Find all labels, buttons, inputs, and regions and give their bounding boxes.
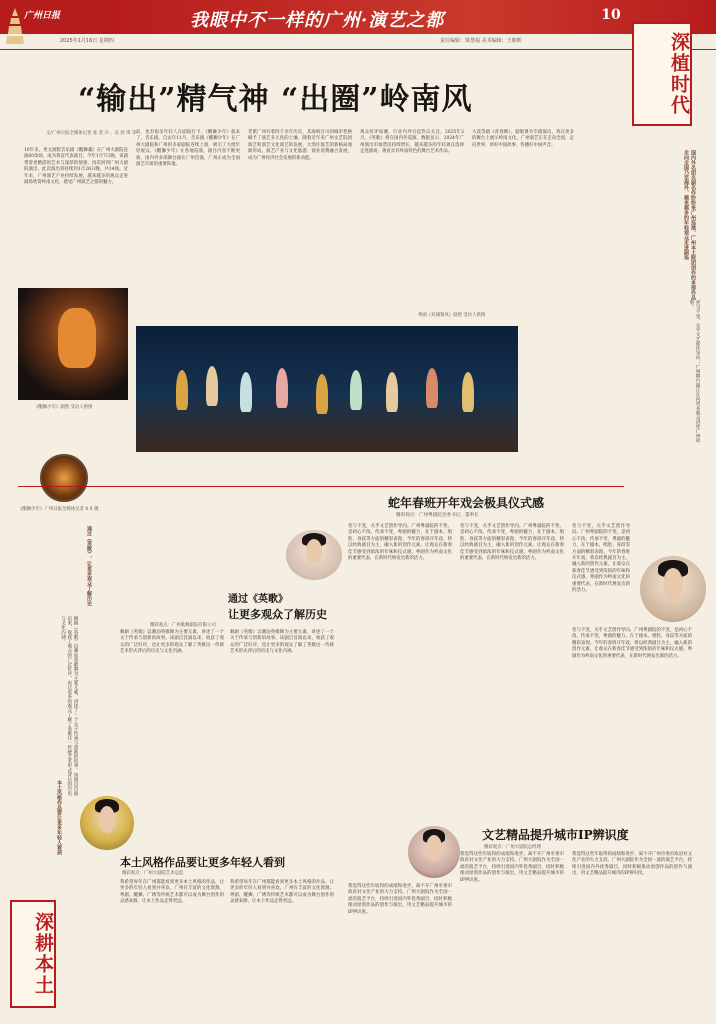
pull-quote-local: 本土风格作品要让更多年轻人看到 xyxy=(56,780,62,855)
lion-caption: 《醒狮少年》剧照 受访人供图 xyxy=(34,405,93,410)
ip-col-3: 我觉得这些年取得的成绩和进步，离不开广州市委市政府对文化产业的大力支持。广州大剧院作为全国一流的演艺平台，持续引进国内外优秀剧目，同时积极推动原创作品的创作与演出，用文艺精品提升城市的IP辨识度。 xyxy=(572,852,692,877)
column-title: 我眼中不一样的广州·演艺之都 xyxy=(190,10,445,31)
publication-date: 2025年1月16日 星期四 xyxy=(60,38,114,44)
lion-dance-photo xyxy=(18,288,128,400)
section-divider xyxy=(18,486,624,487)
snake-col-4: 变与不变，关乎文艺创作导向。广州粤剧院的不变，是初心不改、传承不变，粤剧的魅力，在于剧本、唱腔、身段等方面的精彩表现。今年的春班开年戏，将以经典剧目为主，融入新的创作元素，让观众在新春佳节感受到浓浓的年味和仪式感。粤剧作为岭南文化的重要代表，在新时代焕发出新的活力。 xyxy=(572,628,692,659)
pull-quote-side: 更与不变，关乎文艺创作导向；广州舞台剧正在向更多观众讲述广州故事。 xyxy=(688,300,700,443)
circle-caption: 《醒狮少年》广州日报全媒体记者 X X 摄 xyxy=(18,507,99,512)
yingge-col-2: 舞剧《英歌》以潮汕英歌舞为主要元素，讲述了一个关于传承与创新的故事。该剧自首演以来，收获了观众的广泛好评，也让更多的观众了解了英歌这一传统艺术形式背后的历史与文化内涵。 xyxy=(230,630,334,655)
portrait-art-director xyxy=(80,796,134,850)
local-section-title: 本土风格作品要让更多年轻人看到 xyxy=(120,856,285,869)
lead-col-4: 观众好评如潮，行业内外引起热议关注。2025年2月，《英歌》将在国内外巡演。数据显示，2024年广州演出市场票房持续增长，越来越多的年轻观众选择走进剧场，观看具有岭南特色的舞台艺术作品。 xyxy=(360,130,464,155)
snake-col-2: 变与不变，关乎文艺创作导向。广州粤剧院的不变，是初心不改、传承不变，粤剧的魅力，在于剧本、唱腔、身段等方面的精彩表现。今年的春班开年戏，将以经典剧目为主，融入新的创作元素，让观众在新春佳节感受到浓浓的年味和仪式感。粤剧作为岭南文化的重要代表，在新时代焕发出新的活力。 xyxy=(460,524,564,562)
ip-section-title: 文艺精品提升城市IP辨识度 xyxy=(482,828,629,842)
snake-section-byline: 精彩观点：广州粤剧院党委书记、董事长 xyxy=(396,513,479,518)
ip-byline: 精彩观点：广州大剧院总经理 xyxy=(484,845,542,850)
lead-col-1: 10年来，更文演版音乐剧《醒狮魂》在广州大剧院连演60余场，成为我省代表剧目。今年1月7日晚，该剧带着更精湛的艺术与深厚的情感，再次回到广州大剧院演出，此次演出将持续到1月26日晚，共14场。近年来，广州演艺产业持续发展，越来越多的观众走进剧场欣赏岭南文化，感受广州演艺之都的魅力。 xyxy=(24,148,128,186)
snake-col-3: 变与不变，关乎文艺创作导向。广州粤剧院的不变，是初心不改、传承不变，粤剧的魅力，在于剧本、唱腔、身段等方面的精彩表现。今年的春班开年戏，将以经典剧目为主，融入新的创作元素，让观众在新春佳节感受到浓浓的年味和仪式感。粤剧作为岭南文化的重要代表，在新时代焕发出新的活力。 xyxy=(572,524,630,594)
pull-quote-yingge: 通过《英歌》，让更多观众了解历史 xyxy=(86,526,92,606)
snake-col-1: 变与不变，关乎文艺创作导向。广州粤剧院的不变，是初心不改、传承不变，粤剧的魅力，在于剧本、唱腔、身段等方面的精彩表现。今年的春班开年戏，将以经典剧目为主，融入新的创作元素，让观众在新春佳节感受到浓浓的年味和仪式感。粤剧作为岭南文化的重要代表，在新时代焕发出新的活力。 xyxy=(348,524,452,562)
masthead: 广州日报 xyxy=(24,11,61,21)
snake-section-title: 蛇年春班开年戏会极具仪式感 xyxy=(388,496,545,510)
yingge-title-2: 让更多观众了解历史 xyxy=(228,608,327,621)
local-col-1: 我希望每年在广州都能看到更多本土风格的作品，让更多的年轻人看到并喜欢。广州有丰富的文化资源，粤剧、醒狮、广绣等传统艺术都可以成为舞台创作的灵感来源，让本土作品走得更远。 xyxy=(120,880,224,905)
portrait-opera-director xyxy=(640,556,706,622)
local-col-2: 我希望每年在广州都能看到更多本土风格的作品，让更多的年轻人看到并喜欢。广州有丰富的文化资源，粤剧、醒狮、广绣等传统艺术都可以成为舞台创作的灵感来源，让本土作品走得更远。 xyxy=(230,880,334,905)
page-number: 10 xyxy=(601,7,621,23)
portrait-dance-director xyxy=(286,530,342,580)
lead-col-5: 大戏等剧《青春舞》，剧版署为专剧演员，将在更多的舞台上展示岭南文化。广州演艺正在走向全国，走向世界，讲好中国故事，传播好中国声音。 xyxy=(472,130,574,148)
yingge-title-1: 通过《英歌》 xyxy=(228,594,288,605)
yingge-col-1: 舞剧《英歌》以潮汕英歌舞为主要元素，讲述了一个关于传承与创新的故事。该剧自首演以来，收获了观众的广泛好评，也让更多的观众了解了英歌这一传统艺术形式背后的历史与文化内涵。 xyxy=(120,630,224,655)
local-byline: 精彩观点：广州大剧院艺术总监 xyxy=(122,871,184,876)
ip-col-2: 我觉得这些年取得的成绩和进步，离不开广州市委市政府对文化产业的大力支持。广州大剧院作为全国一流的演艺平台，持续引进国内外优秀剧目，同时积极推动原创作品的创作与演出，用文艺精品提升城市的IP辨识度。 xyxy=(460,852,564,883)
yingge-byline: 精彩观点：广州歌舞剧院有限公司 xyxy=(150,623,216,628)
seal-top: 深植时代 xyxy=(632,22,692,126)
editor-credits: 责任编辑：梁慧福 美术编辑：王朝晖 xyxy=(440,38,522,44)
lion-figure xyxy=(58,308,96,368)
lead-byline: 文/广州日报全媒体记者 张 者 卉 、吴 舒 琪 等 xyxy=(46,131,137,136)
yingge-side-text: 舞剧《英歌》以潮汕英歌舞为主要元素，讲述了一个关于传承与创新的故事。该剧自首演以来，收获了观众的广泛好评，也让更多的观众了解了英歌这一传统艺术形式背后的历史与文化内涵。 xyxy=(60,616,78,796)
circle-stage-photo xyxy=(40,454,88,502)
ip-col-1: 我觉得这些年取得的成绩和进步，离不开广州市委市政府对文化产业的大力支持。广州大剧院作为全国一流的演艺平台，持续引进国内外优秀剧目，同时积极推动原创作品的创作与演出，用文艺精品提升城市的IP辨识度。 xyxy=(348,884,452,915)
stage-caption: 粤剧《双城雏凤》剧照 受访人供图 xyxy=(418,313,486,318)
pull-quote-main: 国内外名团名剧名作纷纷来广州巡演，广州本土院团创作的多部作品走向全国乃至海外，越来越多的年轻观众走进剧场 xyxy=(683,150,696,300)
seal-bottom: 深耕本土 xyxy=(10,900,56,1008)
lead-col-2: 前，也有很多年轻人在剧院打卡。《醒狮少年》就来了，音乐剧。自去年11月，音乐剧《醒狮少年》在广州大剧院和广州的多家剧院连续上演，吸引了大批年轻观众。《醒狮少年》在各地巡演，剧目内容不断更新。国内外多部舞台剧在广州首演，广州正成为全国演艺市场的重要阵地。 xyxy=(136,130,240,168)
opera-stage-photo xyxy=(136,326,518,452)
headline: “输出”精气神 “出圈”岭南风 xyxy=(78,82,473,117)
lead-col-3: 老派广州有着四千多年历史，其海纳百川的城市性格赋予了演艺多元化的土壤。随着近年来广州文艺院团演艺和演艺文化演艺的发展，大湾区演艺的新格局逐渐形成。演艺产业与文化旅游、商业消费融合发展，成为广州经济社会发展的新动能。 xyxy=(248,130,352,161)
portrait-theatre-manager xyxy=(408,826,460,878)
